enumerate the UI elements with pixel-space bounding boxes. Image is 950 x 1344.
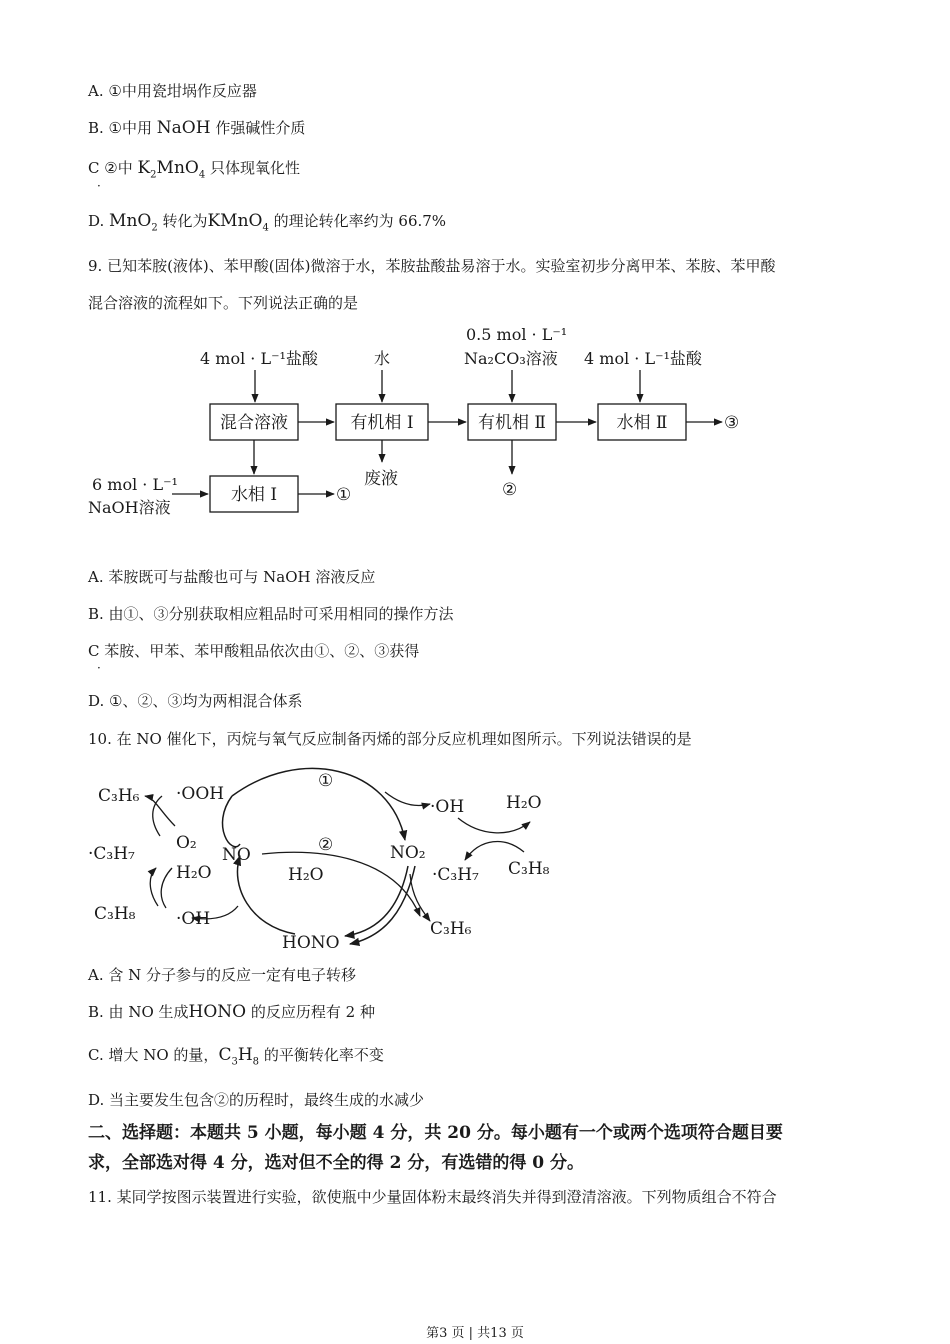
q9-stem-line2: 混合溶液的流程如下。下列说法正确的是 [88,294,359,312]
o2-label: O₂ [176,833,197,853]
oh-radical-left: ·OH [176,909,211,929]
q9-option-c: C 苯胺、甲苯、苯甲酸粗品依次由①、②、③获得 [88,642,420,660]
q8-option-b: B. ①中用 NaOH 作强碱性介质 [88,118,306,138]
reaction-mechanism-diagram [0,756,950,956]
section-2-heading-line1: 二、选择题：本题共 5 小题，每小题 4 分，共 20 分。每小题有一个或两个选项符合题目要 [88,1123,783,1143]
box-aqueous-phase-2-label: 水相 Ⅱ [616,413,668,433]
path-2-marker: ② [318,835,334,855]
q8-option-a: A. ①中用瓷坩埚作反应器 [88,82,257,100]
box-mixed-solution-label: 混合溶液 [220,413,288,433]
q9-stem-line1: 9. 已知苯胺(液体)、苯甲酸(固体)微溶于水，苯胺盐酸盐易溶于水。实验室初步分离甲苯、苯胺、苯甲酸 [88,257,776,275]
h2o-left: H₂O [176,863,212,883]
q10-stem: 10. 在 NO 催化下，丙烷与氧气反应制备丙烯的部分反应机理如图所示。下列说法错误的是 [88,730,692,748]
q10-option-d: D. 当主要发生包含②的历程时，最终生成的水减少 [88,1091,425,1109]
q8-option-c: C ②中 $K_2MnO_4$ 只体现氧化性 [88,158,300,181]
output-3: ③ [724,413,740,433]
reagent-naoh-conc: 6 mol · L⁻¹ [92,475,178,494]
reagent-hcl-label: 4 mol · L⁻¹盐酸 [200,349,318,368]
q10-option-a: A. 含 N 分子参与的反应一定有电子转移 [88,966,357,984]
reagent-hcl2-label: 4 mol · L⁻¹盐酸 [584,349,702,368]
reagent-naoh-name: NaOH溶液 [88,498,171,517]
section-2-heading-line2: 求，全部选对得 4 分，选对但不全的得 2 分，有选错的得 0 分。 [88,1153,584,1173]
separation-flowchart [0,320,950,530]
waste-liquid-label: 废液 [364,469,398,489]
ooh-radical: ·OOH [176,784,225,804]
q8-option-d: D. MnO$_2$ 转化为KMnO$_4$ 的理论转化率约为 66.7% [88,211,447,234]
no-label: NO [222,845,251,865]
reagent-na2co3-name: Na₂CO₃溶液 [464,349,558,368]
reagent-water-label: 水 [374,349,391,368]
q10-option-c: C. 增大 NO 的量，$C_3H_8$ 的平衡转化率不变 [88,1045,384,1068]
output-2: ② [502,480,518,500]
c3h7-radical-right: ·C₃H₇ [432,865,479,885]
oh-radical-right: ·OH [430,797,465,817]
box-organic-phase-1-label: 有机相 I [350,413,414,433]
c3h8-right: C₃H₈ [508,859,550,879]
path-1-marker: ① [318,771,334,791]
q9-option-d: D. ①、②、③均为两相混合体系 [88,692,303,710]
q9-option-b: B. 由①、③分别获取相应粗品时可采用相同的操作方法 [88,605,454,623]
no2-label: NO₂ [390,843,426,863]
output-1: ① [336,485,352,505]
c3h8-left: C₃H₈ [94,904,136,924]
q11-stem: 11. 某同学按图示装置进行实验，欲使瓶中少量固体粉末最终消失并得到澄清溶液。下列物质组合不符合 [88,1188,777,1206]
hono-label: HONO [282,933,340,953]
q10-option-b: B. 由 NO 生成HONO 的反应历程有 2 种 [88,1002,375,1022]
box-aqueous-phase-1-label: 水相 I [230,485,278,505]
box-organic-phase-2-label: 有机相 Ⅱ [478,413,546,433]
c3h6-top-left: C₃H₆ [98,786,140,806]
c3h6-bottom-right: C₃H₆ [430,919,472,939]
h2o-middle: H₂O [288,865,324,885]
h2o-right: H₂O [506,793,542,813]
page-footer: 第3 页 | 共13 页 [426,1326,524,1341]
reagent-na2co3-conc: 0.5 mol · L⁻¹ [466,325,568,344]
q9-option-a: A. 苯胺既可与盐酸也可与 NaOH 溶液反应 [88,568,376,586]
c3h7-radical-left: ·C₃H₇ [88,844,135,864]
